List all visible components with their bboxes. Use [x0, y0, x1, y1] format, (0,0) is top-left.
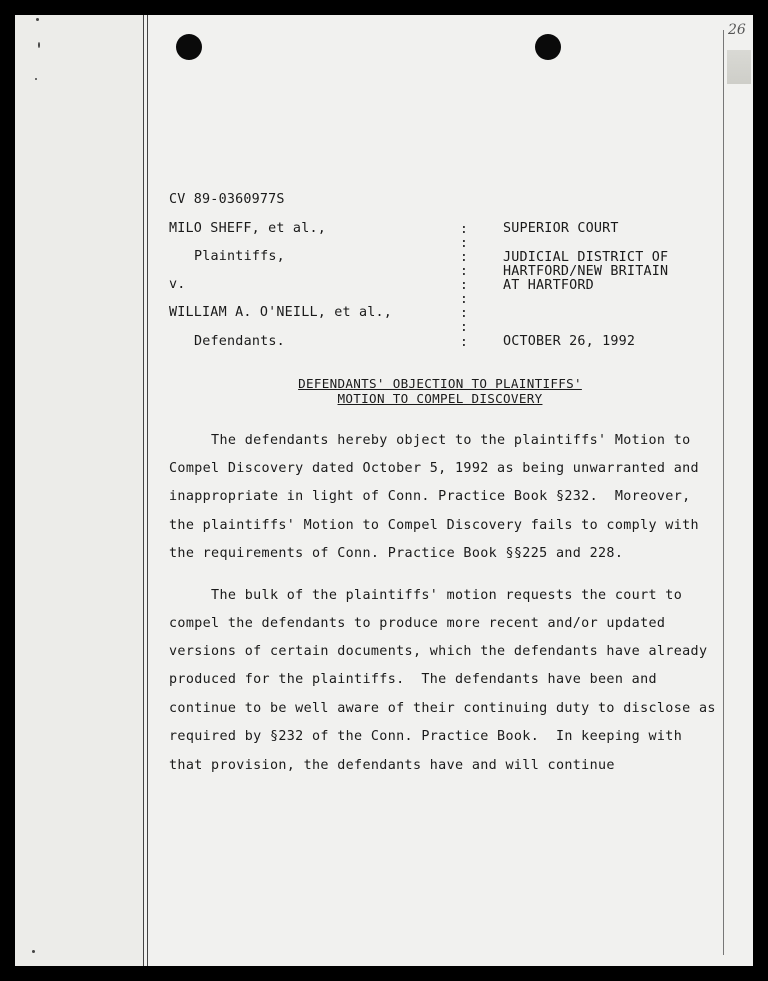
handwritten-page-number: 26: [728, 22, 746, 38]
defendant-role: Defendants.: [194, 334, 285, 349]
paragraph-1-line: The defendants hereby object to the plaintiffs' Motion to: [169, 433, 691, 448]
filing-date: OCTOBER 26, 1992: [503, 334, 636, 349]
versus: v.: [169, 277, 186, 292]
plaintiff-name: MILO SHEFF, et al.,: [169, 221, 326, 236]
caption-colon: :: [460, 222, 468, 237]
caption-colon: :: [460, 306, 468, 321]
case-number: CV 89-0360977S: [169, 192, 285, 207]
paragraph-1-line: the requirements of Conn. Practice Book §§225 and 228.: [169, 546, 624, 561]
defendant-name: WILLIAM A. O'NEILL, et al.,: [169, 305, 393, 320]
district-line-3: AT HARTFORD: [503, 278, 594, 293]
paragraph-2-line: The bulk of the plaintiffs' motion requests the court to: [169, 588, 683, 603]
scan-speck: [36, 18, 39, 21]
scan-speck: [32, 950, 35, 953]
paragraph-1-line: Compel Discovery dated October 5, 1992 as being unwarranted and: [169, 461, 699, 476]
caption-colon: :: [460, 278, 468, 293]
document-title-line-1: DEFENDANTS' OBJECTION TO PLAINTIFFS': [298, 376, 582, 391]
caption-colon: :: [460, 292, 468, 307]
paragraph-2-line: required by §232 of the Conn. Practice Book. In keeping with: [169, 729, 683, 744]
caption-colon: :: [460, 250, 468, 265]
caption-colon: :: [460, 264, 468, 279]
paragraph-2-line: compel the defendants to produce more recent and/or updated: [169, 616, 666, 631]
court-name: SUPERIOR COURT: [503, 221, 619, 236]
punch-hole-right: [535, 34, 561, 60]
plaintiff-role: Plaintiffs,: [194, 249, 285, 264]
caption-colon: :: [460, 236, 468, 251]
margin-rule-1: [143, 15, 144, 966]
caption-colon: :: [460, 335, 468, 350]
paragraph-2-line: versions of certain documents, which the defendants have already: [169, 644, 708, 659]
paragraph-2-line: that provision, the defendants have and will continue: [169, 758, 615, 773]
tape-mark: [727, 50, 751, 84]
caption-colon: :: [460, 320, 468, 335]
punch-hole-left: [176, 34, 202, 60]
paragraph-1-line: inappropriate in light of Conn. Practice Book §232. Moreover,: [169, 489, 691, 504]
document-title-line-2: MOTION TO COMPEL DISCOVERY: [337, 391, 543, 406]
paragraph-2-line: continue to be well aware of their continuing duty to disclose as: [169, 701, 716, 716]
margin-rule-2: [147, 15, 148, 966]
right-margin-rule: [723, 30, 724, 955]
scan-speck: [35, 78, 37, 80]
left-margin-strip: [15, 15, 143, 966]
scan-speck: [38, 42, 40, 48]
district-line-2: HARTFORD/NEW BRITAIN: [503, 264, 669, 279]
paragraph-2-line: produced for the plaintiffs. The defendants have been and: [169, 672, 657, 687]
district-line-1: JUDICIAL DISTRICT OF: [503, 250, 669, 265]
paragraph-1-line: the plaintiffs' Motion to Compel Discovery fails to comply with: [169, 518, 699, 533]
